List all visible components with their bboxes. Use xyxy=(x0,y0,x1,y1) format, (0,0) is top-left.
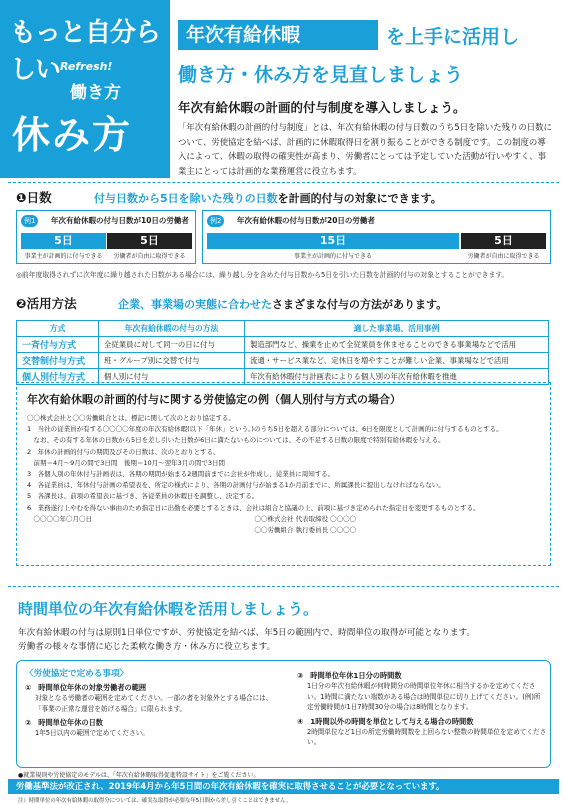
table-cell: 年次有給休暇付与計画表によりる個人別の年次有給休暇を推進 xyxy=(245,369,549,385)
method-table xyxy=(16,320,549,385)
section2-lead-highlight: 企業、事業場の実態に合わせた xyxy=(118,298,272,311)
header-title-box: 年次有給休暇 xyxy=(178,20,378,50)
section3-item-title: ① 時間単位年休の対象労働者の範囲 xyxy=(25,683,147,692)
table-header-row xyxy=(17,321,549,337)
table-cell: 全従業員に対して同一の日に付与 xyxy=(99,337,245,353)
example2-sub-planned: 事業主が計画的に付与できる xyxy=(293,253,372,260)
table-cell: 班・グループ別に交替で付与 xyxy=(99,353,245,369)
agreement-lines xyxy=(27,413,540,536)
section3-item-desc: 2時間単位など1日の所定労働時間数を上回らない整数の時間単位を定めてください。 xyxy=(307,727,547,746)
section3-item-title: ④ 1時間以外の時間を単位として与える場合の時間数 xyxy=(297,716,474,726)
section3-left-column xyxy=(25,667,275,739)
agreement-title: 年次有給休暇の計画的付与に関する労使協定の例（個人別付与方式の場合） xyxy=(27,393,401,406)
example2-tag: 例2 xyxy=(207,215,224,227)
section3-box-header: 〈労使協定で定める事項〉 xyxy=(25,669,129,679)
logo-line-2: Refresh! xyxy=(60,60,113,73)
table-cell: 個人別付与方式 xyxy=(17,369,99,385)
example2-bar-free: 5日 xyxy=(461,233,546,249)
logo-line-4: 休み方 xyxy=(12,113,133,157)
example1-sub-free: 労働者が自由に取得できる xyxy=(113,253,186,260)
header-subtitle: 働き方・休み方を見直しましょう xyxy=(178,64,464,86)
section1-lead-rest: を計画的付与の対象にできます。 xyxy=(277,192,442,205)
table-cell: 流通・サービス業など、定休日を増やすことが難しい企業、事業場などで活用 xyxy=(245,353,549,369)
table-cell: 製造部門など、操業を止めて全従業員を休ませることのできる事業場などで活用 xyxy=(245,337,549,353)
section1-heading: ❶日数 xyxy=(16,190,52,205)
section3-title: 時間単位の年次有給休暇を活用しましょう。 xyxy=(18,600,319,618)
agreement-line: 〇〇労働組合 執行委員長 〇〇〇〇 xyxy=(27,526,357,535)
logo-line-3: 働き方 xyxy=(70,83,121,103)
agreement-line: 5 各課長は、前項の希望表に基づき、各従業員の休暇日を調整し、決定する。 xyxy=(27,492,259,501)
example2-bar-planned: 15日 xyxy=(207,233,459,249)
section2-lead-rest: さまざまな付与の方法があります。 xyxy=(272,298,448,311)
header-lead: 年次有給休暇の計画的付与制度を導入しましょう。 xyxy=(178,100,466,115)
section2-heading: ❷活用方法 xyxy=(16,296,77,311)
section3-item-title: ③ 時間単位年休1日分の時間数 xyxy=(297,671,402,680)
section3-body xyxy=(18,626,475,654)
section3-item-title: ② 時間単位年休の日数 xyxy=(25,718,103,727)
agreement-line: なお、その有する年休の日数から5日を差し引いた日数が6日に満たないものについては、その不足する日数の限度で特別有給休暇を与える。 xyxy=(27,436,445,445)
table-row xyxy=(17,337,549,353)
section3-item-desc: 1年5日以内の範囲で定めてください。 xyxy=(35,729,149,737)
header-title-rest: を上手に活用し xyxy=(386,26,520,48)
example1-sub-planned: 事業主が計画的に付与できる xyxy=(24,253,103,260)
section1-lead-highlight: 付与日数から5日を除いた残りの日数 xyxy=(94,192,278,205)
footer-note: 注）時間単位の年次有給休暇の取得分については、確実な取得が必要な年5日間から差し引くことはできません。 xyxy=(18,798,292,804)
agreement-line: 2 年休の計画的付与の期間及びその日数は、次のとおりとする。 xyxy=(27,447,220,456)
example2-box xyxy=(202,210,551,264)
logo-line-1: もっと自分らしい xyxy=(10,18,161,85)
agreement-box xyxy=(16,382,551,566)
table-cell: 一斉付与方式 xyxy=(17,337,99,353)
section1-lead xyxy=(94,190,442,206)
example2-sub-free: 労働者が自由に取得できる xyxy=(467,253,540,260)
agreement-line: 〇〇株式会社と〇〇労働組合とは、標記に関して次のとおり協定する。 xyxy=(27,414,235,422)
section3-item-desc: 対象となる労働者の範囲を定めてください。一部の者を対象外とする場合には、「事業の正常な運営を妨げる場合」に限られます。 xyxy=(35,694,273,713)
agreement-line: 1 当社の従業員が有する〇〇〇〇年度の年次有給休暇(以下「年休」という。)のうち5日を超える部分については、6日を限度として計画的に付与するものとする。 xyxy=(27,425,503,434)
table-header: 年次有給休暇の付与の方法 xyxy=(99,321,245,337)
table-header: 適した事業場、活用事例 xyxy=(245,321,549,337)
example2-label: 年次有給休暇の付与日数が20日の労働者 xyxy=(237,216,375,225)
section3-body-line1: 年次有給休暇の付与は原則1日単位ですが、労使協定を結べば、年5日の範囲内で、時間単位の取得が可能となります。 xyxy=(18,628,475,638)
section3-footnote: ●就業規則や労使協定のモデルは、「年次有給休暇取得促進特設サイト」をご覧ください。 xyxy=(18,772,260,779)
table-row xyxy=(17,353,549,369)
divider xyxy=(8,586,559,587)
footer-banner: 労働基準法が改正され、2019年4月から年5日間の年次有給休暇を確実に取得させることが必要となっています。 xyxy=(8,779,559,794)
header-body: 「年次有給休暇の計画的付与制度」とは、年次有給休暇の付与日数のうち5日を除いた残りの日数について、労使協定を結べば、計画的に休暇取得日を割り振ることができる制度です。この制度の導入によって、休暇の取得の確実性が高まり、労働者にとっては予定していた活動が行いやすく、事業主にとっては計画的な業務運営に役立ちます。 xyxy=(178,122,552,176)
agreement-line: 6 業務遂行上やむを得ない事由のため指定日に出勤を必要とするときは、会社は組合と協議の上、前項に基づき定められた指定日を変更するものとする。 xyxy=(27,503,480,512)
example1-tag: 例1 xyxy=(21,215,38,227)
table-cell: 個人別に付与 xyxy=(99,369,245,385)
section3-item-desc: 1日分の年次有給休暇が何時間分の時間単位年休に相当するかを定めてください。1時間に満たない端数がある場合は時間単位に切り上げてください。(例)所定労働時間が1日7時間30分の場合は8時間となります。 xyxy=(307,682,541,711)
example1-box xyxy=(16,210,196,264)
example1-bar-free: 5日 xyxy=(107,233,192,249)
table-header: 方式 xyxy=(17,321,99,337)
logo-panel xyxy=(0,0,170,178)
divider xyxy=(8,182,559,183)
section3-box xyxy=(16,660,551,768)
table-cell: 交替制付与方式 xyxy=(17,353,99,369)
agreement-line: 3 各個人別の年休付与計画表は、各期の期間が始まる2週間前までに会社が作成し、従業員に周知する。 xyxy=(27,470,335,479)
section2-lead xyxy=(118,296,447,312)
example1-bar-planned: 5日 xyxy=(21,233,106,249)
section1-note: ◎前年度取得されずに次年度に繰り越された日数がある場合には、繰り越し分を含めた付与日数から5日を引いた日数を計画的付与の対象とすることができます。 xyxy=(16,271,509,279)
agreement-line: 〇〇〇〇年〇月〇日 〇〇株式会社 代表取締役 〇〇〇〇 xyxy=(27,514,357,523)
agreement-line: 4 各従業員は、年休付与計画の希望表を、所定の様式により、各期の計画付与が始まる1か月前までに、所属課長に提出しなければならない。 xyxy=(27,481,445,490)
section3-body-line2: 労働者の様々な事情に応じた柔軟な働き方・休み方に役立ちます。 xyxy=(18,642,276,652)
agreement-line: 前期＝4月〜9月の間で3日間 後期＝10月〜翌年3月の間で3日間 xyxy=(27,458,225,467)
example1-label: 年次有給休暇の付与日数が10日の労働者 xyxy=(51,216,189,225)
section3-right-column xyxy=(297,667,547,748)
